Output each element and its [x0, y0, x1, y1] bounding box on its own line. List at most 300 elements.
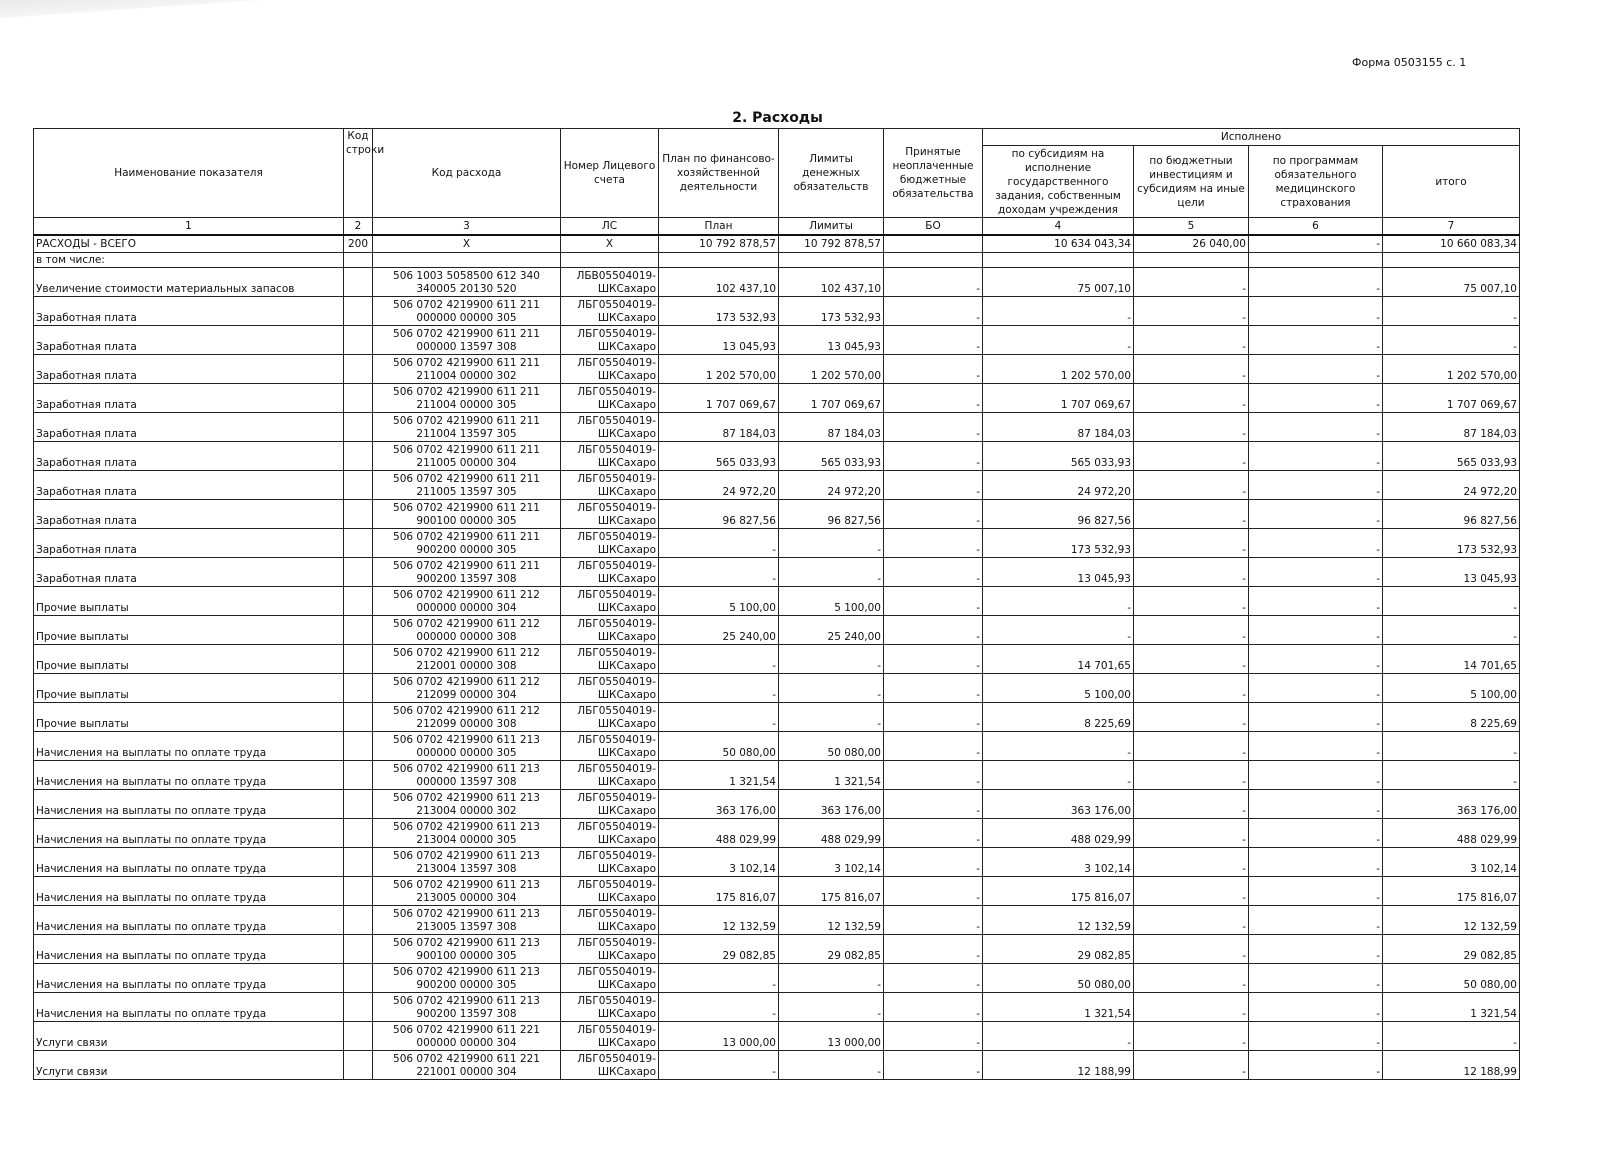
cell-bo: - [884, 442, 983, 471]
cell-code: 506 0702 4219900 611 213 213005 13597 308 [373, 906, 561, 935]
cell-plan: 173 532,93 [659, 297, 779, 326]
cell-account: ЛБГ05504019-ШКСахаро [561, 500, 659, 529]
cell-line [344, 471, 373, 500]
cell-account: ЛБГ05504019-ШКСахаро [561, 297, 659, 326]
cell-name: Заработная плата [34, 558, 344, 587]
cell-account: ЛБГ05504019-ШКСахаро [561, 529, 659, 558]
cell-c7: 488 029,99 [1383, 819, 1520, 848]
cell-plan: 5 100,00 [659, 587, 779, 616]
cell-limits: 565 033,93 [779, 442, 884, 471]
header-exec-subsidy: по субсидиям на исполнение государственного задания, собственным доходам учреждения [983, 146, 1134, 218]
cell-bo: - [884, 761, 983, 790]
cell-c6: - [1249, 819, 1383, 848]
cell-name: Услуги связи [34, 1022, 344, 1051]
scan-shadow [0, 0, 1600, 100]
cell-code: 506 0702 4219900 611 211 211004 00000 302 [373, 355, 561, 384]
cell-c6: - [1249, 906, 1383, 935]
column-number: 6 [1249, 218, 1383, 236]
cell-c5: - [1134, 500, 1249, 529]
cell-name: Заработная плата [34, 297, 344, 326]
cell-bo: - [884, 674, 983, 703]
cell-line [344, 355, 373, 384]
cell-account: ЛБГ05504019-ШКСахаро [561, 703, 659, 732]
cell-plan: 1 321,54 [659, 761, 779, 790]
cell-line [344, 413, 373, 442]
cell-name: Начисления на выплаты по оплате труда [34, 906, 344, 935]
cell-plan: 87 184,03 [659, 413, 779, 442]
cell-c7: 3 102,14 [1383, 848, 1520, 877]
cell-c4: 3 102,14 [983, 848, 1134, 877]
cell-c4: 1 707 069,67 [983, 384, 1134, 413]
cell-c7: - [1383, 616, 1520, 645]
cell-c7: 50 080,00 [1383, 964, 1520, 993]
cell-account: ЛБГ05504019-ШКСахаро [561, 413, 659, 442]
cell-plan: 13 000,00 [659, 1022, 779, 1051]
cell-c7: 565 033,93 [1383, 442, 1520, 471]
cell-line [344, 935, 373, 964]
cell-code: 506 1003 5058500 612 340 340005 20130 520 [373, 268, 561, 297]
cell-c5: - [1134, 819, 1249, 848]
cell-name: Начисления на выплаты по оплате труда [34, 877, 344, 906]
cell-c6: - [1249, 355, 1383, 384]
cell-c7: - [1383, 587, 1520, 616]
cell-account: ЛБГ05504019-ШКСахаро [561, 877, 659, 906]
cell-limits: - [779, 674, 884, 703]
cell-name: Начисления на выплаты по оплате труда [34, 819, 344, 848]
cell-c7: - [1383, 1022, 1520, 1051]
cell-c5: - [1134, 616, 1249, 645]
table-row [34, 1051, 1520, 1080]
cell-c4: 50 080,00 [983, 964, 1134, 993]
table-row [34, 326, 1520, 355]
cell-limits: 87 184,03 [779, 413, 884, 442]
cell-c5: - [1134, 529, 1249, 558]
total-c5: 26 040,00 [1134, 235, 1249, 253]
cell-line [344, 790, 373, 819]
cell-c7: 13 045,93 [1383, 558, 1520, 587]
cell-c4: 363 176,00 [983, 790, 1134, 819]
cell-c6: - [1249, 732, 1383, 761]
cell-plan: - [659, 529, 779, 558]
cell-c5: - [1134, 1051, 1249, 1080]
cell-line [344, 442, 373, 471]
cell-code: 506 0702 4219900 611 213 213004 00000 305 [373, 819, 561, 848]
cell-c6: - [1249, 703, 1383, 732]
total-limits: 10 792 878,57 [779, 235, 884, 253]
column-number: БО [884, 218, 983, 236]
cell-plan: 3 102,14 [659, 848, 779, 877]
cell-line [344, 964, 373, 993]
column-number: Лимиты [779, 218, 884, 236]
cell-plan: 488 029,99 [659, 819, 779, 848]
cell-plan: 25 240,00 [659, 616, 779, 645]
cell-c7: 29 082,85 [1383, 935, 1520, 964]
table-row [34, 616, 1520, 645]
cell-bo: - [884, 1051, 983, 1080]
section-title: 2. Расходы [732, 110, 823, 126]
cell-plan: 1 707 069,67 [659, 384, 779, 413]
cell-name: Увеличение стоимости материальных запасов [34, 268, 344, 297]
cell-name: Начисления на выплаты по оплате труда [34, 761, 344, 790]
cell-account: ЛБГ05504019-ШКСахаро [561, 964, 659, 993]
cell-c5: - [1134, 790, 1249, 819]
cell-c4: 1 202 570,00 [983, 355, 1134, 384]
cell-c7: - [1383, 297, 1520, 326]
cell-bo: - [884, 964, 983, 993]
subheading-row [34, 253, 1520, 268]
header-name: Наименование показателя [34, 129, 344, 218]
cell-name: Начисления на выплаты по оплате труда [34, 848, 344, 877]
table-row [34, 587, 1520, 616]
cell-c5: - [1134, 471, 1249, 500]
cell-line [344, 1051, 373, 1080]
cell-c5: - [1134, 268, 1249, 297]
cell-account: ЛБГ05504019-ШКСахаро [561, 384, 659, 413]
total-c7: 10 660 083,34 [1383, 235, 1520, 253]
column-number: 4 [983, 218, 1134, 236]
cell-c5: - [1134, 674, 1249, 703]
column-number: 5 [1134, 218, 1249, 236]
cell-limits: 1 707 069,67 [779, 384, 884, 413]
table-row [34, 906, 1520, 935]
cell-limits: 1 202 570,00 [779, 355, 884, 384]
cell-line [344, 877, 373, 906]
cell-bo: - [884, 790, 983, 819]
cell-c7: - [1383, 326, 1520, 355]
cell-account: ЛБГ05504019-ШКСахаро [561, 355, 659, 384]
cell-bo: - [884, 297, 983, 326]
cell-code: 506 0702 4219900 611 213 900100 00000 305 [373, 935, 561, 964]
total-line: 200 [344, 235, 373, 253]
cell-limits: 3 102,14 [779, 848, 884, 877]
cell-limits: - [779, 645, 884, 674]
cell-name: Начисления на выплаты по оплате труда [34, 790, 344, 819]
table-row [34, 355, 1520, 384]
cell-name: Заработная плата [34, 326, 344, 355]
cell-code: 506 0702 4219900 611 211 000000 00000 305 [373, 297, 561, 326]
cell-name: Заработная плата [34, 529, 344, 558]
cell-line [344, 674, 373, 703]
cell-account: ЛБГ05504019-ШКСахаро [561, 819, 659, 848]
cell-limits: 50 080,00 [779, 732, 884, 761]
cell-code: 506 0702 4219900 611 211 000000 13597 308 [373, 326, 561, 355]
cell-c4: 96 827,56 [983, 500, 1134, 529]
cell-code: 506 0702 4219900 611 221 000000 00000 304 [373, 1022, 561, 1051]
cell-plan: 363 176,00 [659, 790, 779, 819]
cell-limits: 29 082,85 [779, 935, 884, 964]
table-row [34, 761, 1520, 790]
table-row [34, 268, 1520, 297]
header-plan: План по финансово-хозяйственной деятельности [659, 129, 779, 218]
table-row [34, 645, 1520, 674]
cell-c6: - [1249, 587, 1383, 616]
cell-c6: - [1249, 616, 1383, 645]
table-row [34, 674, 1520, 703]
cell-name: Услуги связи [34, 1051, 344, 1080]
cell-c4: 173 532,93 [983, 529, 1134, 558]
cell-bo: - [884, 268, 983, 297]
cell-name: Прочие выплаты [34, 616, 344, 645]
cell-limits: 175 816,07 [779, 877, 884, 906]
cell-c7: 363 176,00 [1383, 790, 1520, 819]
cell-c5: - [1134, 355, 1249, 384]
cell-account: ЛБГ05504019-ШКСахаро [561, 674, 659, 703]
cell-line [344, 645, 373, 674]
cell-bo: - [884, 326, 983, 355]
cell-c5: - [1134, 326, 1249, 355]
cell-account: ЛБВ05504019-ШКСахаро [561, 268, 659, 297]
cell-line [344, 326, 373, 355]
cell-c4: - [983, 732, 1134, 761]
cell-account: ЛБГ05504019-ШКСахаро [561, 1022, 659, 1051]
cell-limits: 24 972,20 [779, 471, 884, 500]
cell-plan: 29 082,85 [659, 935, 779, 964]
cell-plan: 1 202 570,00 [659, 355, 779, 384]
cell-code: 506 0702 4219900 611 213 000000 00000 305 [373, 732, 561, 761]
cell-code: 506 0702 4219900 611 212 212001 00000 308 [373, 645, 561, 674]
header-bo: Принятые неоплаченные бюджетные обязательства [884, 129, 983, 218]
header-line-code: Код строки [344, 129, 373, 218]
cell-plan: - [659, 558, 779, 587]
cell-c6: - [1249, 297, 1383, 326]
cell-bo: - [884, 732, 983, 761]
cell-c7: 175 816,07 [1383, 877, 1520, 906]
cell-bo: - [884, 703, 983, 732]
cell-plan: - [659, 964, 779, 993]
header-account: Номер Лицевого счета [561, 129, 659, 218]
table-row [34, 297, 1520, 326]
table-row [34, 471, 1520, 500]
cell-c4: 12 188,99 [983, 1051, 1134, 1080]
cell-c4: - [983, 616, 1134, 645]
cell-account: ЛБГ05504019-ШКСахаро [561, 790, 659, 819]
cell-c5: - [1134, 993, 1249, 1022]
cell-bo: - [884, 848, 983, 877]
cell-line [344, 558, 373, 587]
cell-account: ЛБГ05504019-ШКСахаро [561, 471, 659, 500]
cell-c4: - [983, 761, 1134, 790]
cell-c5: - [1134, 848, 1249, 877]
column-number: ЛС [561, 218, 659, 236]
cell-code: 506 0702 4219900 611 213 000000 13597 308 [373, 761, 561, 790]
cell-c4: 87 184,03 [983, 413, 1134, 442]
header-exec-invest: по бюджетныи инвестициям и субсидиям на иные цели [1134, 146, 1249, 218]
cell-c4: 8 225,69 [983, 703, 1134, 732]
cell-account: ЛБГ05504019-ШКСахаро [561, 732, 659, 761]
cell-c6: - [1249, 529, 1383, 558]
total-bo [884, 235, 983, 253]
cell-c7: 87 184,03 [1383, 413, 1520, 442]
cell-c4: - [983, 297, 1134, 326]
cell-c6: - [1249, 964, 1383, 993]
cell-name: Начисления на выплаты по оплате труда [34, 935, 344, 964]
cell-c4: 12 132,59 [983, 906, 1134, 935]
cell-account: ЛБГ05504019-ШКСахаро [561, 1051, 659, 1080]
cell-name: Начисления на выплаты по оплате труда [34, 993, 344, 1022]
cell-c7: 1 707 069,67 [1383, 384, 1520, 413]
cell-c5: - [1134, 587, 1249, 616]
cell-bo: - [884, 616, 983, 645]
cell-name: Прочие выплаты [34, 674, 344, 703]
cell-c6: - [1249, 442, 1383, 471]
cell-name: Заработная плата [34, 413, 344, 442]
total-plan: 10 792 878,57 [659, 235, 779, 253]
cell-account: ЛБГ05504019-ШКСахаро [561, 326, 659, 355]
table-row [34, 558, 1520, 587]
cell-c4: 5 100,00 [983, 674, 1134, 703]
cell-bo: - [884, 877, 983, 906]
cell-plan: 12 132,59 [659, 906, 779, 935]
table-row [34, 993, 1520, 1022]
column-number: План [659, 218, 779, 236]
header-expense-code: Код расхода [373, 129, 561, 218]
cell-name: Прочие выплаты [34, 703, 344, 732]
column-number: 3 [373, 218, 561, 236]
cell-limits: 13 000,00 [779, 1022, 884, 1051]
cell-code: 506 0702 4219900 611 213 900200 13597 308 [373, 993, 561, 1022]
column-number: 2 [344, 218, 373, 236]
cell-c7: 1 321,54 [1383, 993, 1520, 1022]
cell-c6: - [1249, 500, 1383, 529]
cell-limits: 173 532,93 [779, 297, 884, 326]
cell-name: Прочие выплаты [34, 645, 344, 674]
cell-bo: - [884, 500, 983, 529]
expenses-table [33, 128, 1520, 1080]
cell-limits: 12 132,59 [779, 906, 884, 935]
cell-c4: 75 007,10 [983, 268, 1134, 297]
cell-account: ЛБГ05504019-ШКСахаро [561, 645, 659, 674]
table-row [34, 935, 1520, 964]
cell-account: ЛБГ05504019-ШКСахаро [561, 616, 659, 645]
cell-bo: - [884, 1022, 983, 1051]
cell-code: 506 0702 4219900 611 213 213004 13597 308 [373, 848, 561, 877]
total-name: РАСХОДЫ - ВСЕГО [34, 235, 344, 253]
cell-c4: 29 082,85 [983, 935, 1134, 964]
cell-c7: 14 701,65 [1383, 645, 1520, 674]
cell-c7: 24 972,20 [1383, 471, 1520, 500]
cell-c6: - [1249, 1022, 1383, 1051]
cell-limits: - [779, 558, 884, 587]
cell-limits: 25 240,00 [779, 616, 884, 645]
header-limits: Лимиты денежных обязательств [779, 129, 884, 218]
cell-c5: - [1134, 413, 1249, 442]
cell-c7: 1 202 570,00 [1383, 355, 1520, 384]
cell-c6: - [1249, 471, 1383, 500]
cell-name: Заработная плата [34, 442, 344, 471]
cell-c6: - [1249, 935, 1383, 964]
table-row [34, 877, 1520, 906]
cell-account: ЛБГ05504019-ШКСахаро [561, 587, 659, 616]
cell-line [344, 761, 373, 790]
cell-c6: - [1249, 877, 1383, 906]
cell-line [344, 297, 373, 326]
cell-c4: 488 029,99 [983, 819, 1134, 848]
cell-limits: 1 321,54 [779, 761, 884, 790]
cell-code: 506 0702 4219900 611 212 212099 00000 308 [373, 703, 561, 732]
cell-line [344, 384, 373, 413]
cell-code: 506 0702 4219900 611 213 213004 00000 302 [373, 790, 561, 819]
cell-limits: - [779, 1051, 884, 1080]
cell-line [344, 1022, 373, 1051]
cell-code: 506 0702 4219900 611 211 211005 13597 305 [373, 471, 561, 500]
cell-c4: 14 701,65 [983, 645, 1134, 674]
cell-c6: - [1249, 790, 1383, 819]
cell-name: Заработная плата [34, 355, 344, 384]
cell-name: Заработная плата [34, 471, 344, 500]
cell-account: ЛБГ05504019-ШКСахаро [561, 761, 659, 790]
cell-account: ЛБГ05504019-ШКСахаро [561, 442, 659, 471]
table-row [34, 964, 1520, 993]
cell-c5: - [1134, 645, 1249, 674]
cell-limits: 102 437,10 [779, 268, 884, 297]
total-code: Х [373, 235, 561, 253]
cell-bo: - [884, 993, 983, 1022]
cell-c6: - [1249, 761, 1383, 790]
total-c6: - [1249, 235, 1383, 253]
cell-line [344, 732, 373, 761]
cell-c5: - [1134, 297, 1249, 326]
cell-account: ЛБГ05504019-ШКСахаро [561, 935, 659, 964]
cell-code: 506 0702 4219900 611 211 900200 13597 308 [373, 558, 561, 587]
cell-name: Начисления на выплаты по оплате труда [34, 732, 344, 761]
cell-bo: - [884, 587, 983, 616]
cell-bo: - [884, 529, 983, 558]
cell-limits: - [779, 993, 884, 1022]
cell-c6: - [1249, 413, 1383, 442]
cell-code: 506 0702 4219900 611 211 211004 00000 305 [373, 384, 561, 413]
cell-c5: - [1134, 964, 1249, 993]
cell-c5: - [1134, 877, 1249, 906]
cell-plan: 13 045,93 [659, 326, 779, 355]
cell-bo: - [884, 906, 983, 935]
cell-c5: - [1134, 442, 1249, 471]
cell-c5: - [1134, 558, 1249, 587]
cell-account: ЛБГ05504019-ШКСахаро [561, 558, 659, 587]
cell-limits: 363 176,00 [779, 790, 884, 819]
cell-c4: 175 816,07 [983, 877, 1134, 906]
cell-plan: - [659, 645, 779, 674]
total-c4: 10 634 043,34 [983, 235, 1134, 253]
table-row [34, 1022, 1520, 1051]
cell-plan: 102 437,10 [659, 268, 779, 297]
cell-name: Начисления на выплаты по оплате труда [34, 964, 344, 993]
table-row [34, 703, 1520, 732]
cell-c5: - [1134, 761, 1249, 790]
cell-c6: - [1249, 645, 1383, 674]
cell-line [344, 268, 373, 297]
cell-plan: - [659, 703, 779, 732]
cell-c5: - [1134, 384, 1249, 413]
cell-c4: 24 972,20 [983, 471, 1134, 500]
cell-line [344, 848, 373, 877]
cell-plan: 175 816,07 [659, 877, 779, 906]
column-number: 1 [34, 218, 344, 236]
cell-limits: 488 029,99 [779, 819, 884, 848]
cell-bo: - [884, 558, 983, 587]
table-row [34, 848, 1520, 877]
total-account: Х [561, 235, 659, 253]
cell-bo: - [884, 819, 983, 848]
cell-line [344, 906, 373, 935]
cell-bo: - [884, 413, 983, 442]
cell-c5: - [1134, 732, 1249, 761]
cell-code: 506 0702 4219900 611 212 000000 00000 308 [373, 616, 561, 645]
cell-code: 506 0702 4219900 611 211 211005 00000 304 [373, 442, 561, 471]
cell-c7: 12 132,59 [1383, 906, 1520, 935]
cell-c4: 13 045,93 [983, 558, 1134, 587]
cell-limits: 13 045,93 [779, 326, 884, 355]
cell-c4: - [983, 1022, 1134, 1051]
